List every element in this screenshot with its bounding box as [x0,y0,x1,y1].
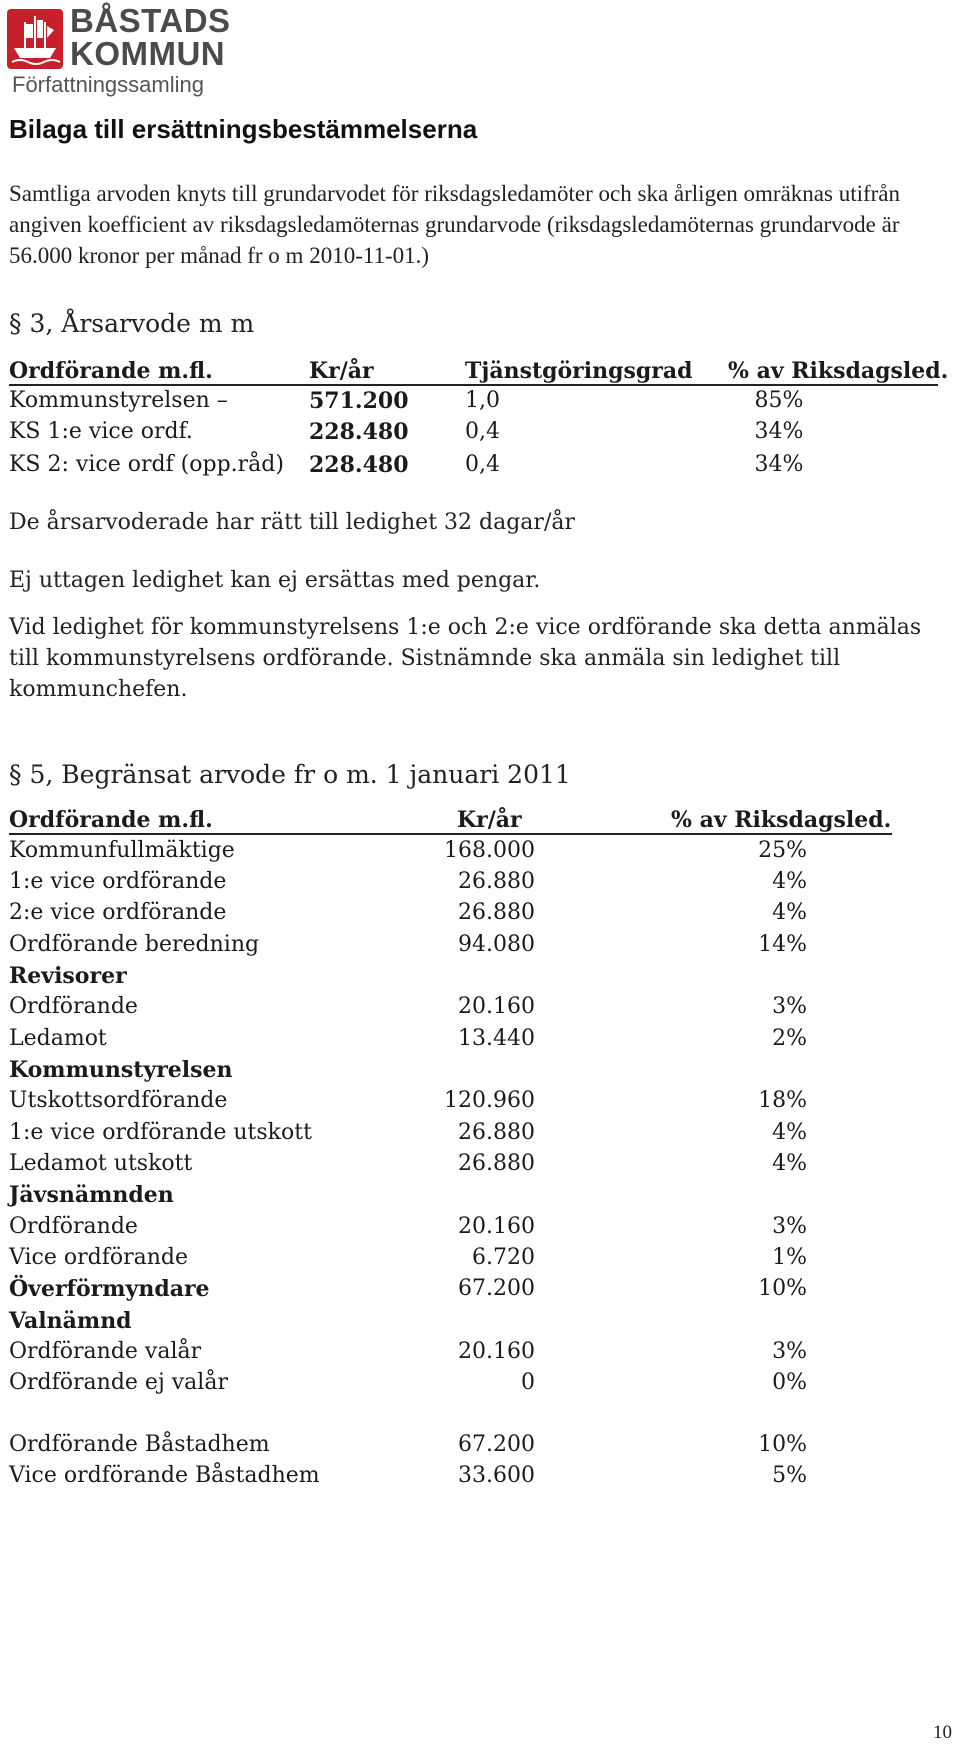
table-row [9,836,909,866]
document-title: Bilaga till ersättningsbestämmelserna [9,114,478,144]
row-label: Överförmyndare [9,1276,210,1302]
row-label: Vice ordförande [9,1245,189,1270]
row-amount: 33.600 [458,1463,535,1488]
row-percent: 4% [772,869,807,894]
row-label: Utskottsordförande [9,1088,228,1113]
row-percent: 3% [772,994,807,1019]
table2-header: Ordförande m.fl. Kr/år % av Riksdagsled. [9,807,892,833]
section-sign-icon: § [9,309,22,338]
row-amount: 67.200 [458,1432,535,1457]
leave-days-note: De årsarvoderade har rätt till ledighet 32 dagar/år [9,510,575,535]
leave-reporting-note: Vid ledighet för kommunstyrelsens 1:e och 2:e vice ordförande ska detta anmälas till kommunstyrelsens ordförande. Sistnämnde ska anmäla sin ledighet till kommunchefen. [9,615,922,702]
row-percent: 25% [758,838,807,863]
row-amount: 20.160 [458,1214,535,1239]
row-percent: 10% [758,1432,807,1457]
row-percent: 2% [772,1026,807,1051]
kommun-logo [6,2,231,97]
table-row [9,1180,909,1210]
table-row [9,961,909,991]
section-3-heading: § 3, Årsarvode m m [9,309,255,338]
row-label: Ordförande beredning [9,932,260,957]
brand-line-1: BÅSTADS [70,2,231,39]
row-percent: 5% [772,1463,807,1488]
row-label: Kommunstyrelsen [9,1057,233,1083]
row-amount: 120.960 [444,1088,535,1113]
table-row [9,1274,909,1304]
row-label: Revisorer [9,963,127,989]
row-amount: 26.880 [458,869,535,894]
table-row [9,1149,909,1179]
table-row [9,1024,909,1054]
row-amount: 0 [521,1370,535,1395]
table-row [9,1306,909,1336]
row-percent: 4% [772,1120,807,1145]
row-label: Ledamot utskott [9,1151,193,1176]
table-row [9,1055,909,1085]
table-row [9,1086,909,1116]
row-percent: 3% [772,1214,807,1239]
row-amount: 168.000 [444,838,535,863]
row-amount: 26.880 [458,900,535,925]
table-row [9,1243,909,1273]
row-label: Ledamot [9,1026,107,1051]
row-label: 1:e vice ordförande utskott [9,1120,312,1145]
row-amount: 13.440 [458,1026,535,1051]
row-percent: 3% [772,1339,807,1364]
row-percent: 4% [772,900,807,925]
row-amount: 67.200 [458,1276,535,1301]
table1-header: Ordförande m.fl. Kr/år Tjänstgöringsgrad % av Riksdagsled. [9,358,949,384]
table2-header-rule [9,833,892,835]
row-percent: 4% [772,1151,807,1176]
row-label: Vice ordförande Båstadhem [9,1463,320,1488]
table-row [9,1118,909,1148]
table-row [9,1430,909,1460]
table-row [9,930,909,960]
row-amount: 94.080 [458,932,535,957]
brand-line-2: KOMMUN [70,35,226,72]
row-amount: 6.720 [472,1245,535,1270]
section-sign-icon: § [9,760,22,789]
table-row [9,992,909,1022]
table-row [9,898,909,928]
table-row: KS 2: vice ordf (opp.råd) 228.480 0,4 34% [9,452,804,478]
table-row: KS 1:e vice ordf. 228.480 0,4 34% [9,419,804,445]
row-amount: 26.880 [458,1151,535,1176]
section-5-heading: § 5, Begränsat arvode fr o m. 1 januari 2011 [9,760,571,789]
row-label: Ordförande valår [9,1339,202,1364]
intro-paragraph: Samtliga arvoden knyts till grundarvodet för riksdagsledamöter och ska årligen omräknas utifrån angiven koefficient av riksdagsledamöternas grundarvode (riksdagsledamöternas grundarvode är 56.000 kronor per månad fr o m 2010-11-01.) [9,181,901,268]
row-label: Ordförande [9,994,138,1019]
unused-leave-note: Ej uttagen ledighet kan ej ersättas med pengar. [9,568,541,593]
table-row [9,1461,909,1491]
row-label: Ordförande [9,1214,138,1239]
table-row [9,1212,909,1242]
row-percent: 1% [772,1245,807,1270]
page-number: 10 [933,1722,952,1743]
row-amount: 26.880 [458,1120,535,1145]
row-percent: 10% [758,1276,807,1301]
row-percent: 0% [772,1370,807,1395]
row-amount: 20.160 [458,1339,535,1364]
row-amount: 20.160 [458,994,535,1019]
brand-name [70,4,231,70]
row-percent: 18% [758,1088,807,1113]
row-label: Valnämnd [9,1308,132,1334]
table-row: Kommunstyrelsen – 571.200 1,0 85% [9,388,804,414]
table-row [9,1368,909,1398]
row-label: Jävsnämnden [9,1182,174,1208]
row-label: 1:e vice ordförande [9,869,227,894]
row-label: Ordförande ej valår [9,1370,228,1395]
ship-seal-icon [6,8,64,70]
row-label: 2:e vice ordförande [9,900,227,925]
row-label: Kommunfullmäktige [9,838,235,863]
row-percent: 14% [758,932,807,957]
table-row [9,1337,909,1367]
table-row [9,867,909,897]
row-label: Ordförande Båstadhem [9,1432,270,1457]
brand-subtitle: Författningssamling [12,72,204,97]
